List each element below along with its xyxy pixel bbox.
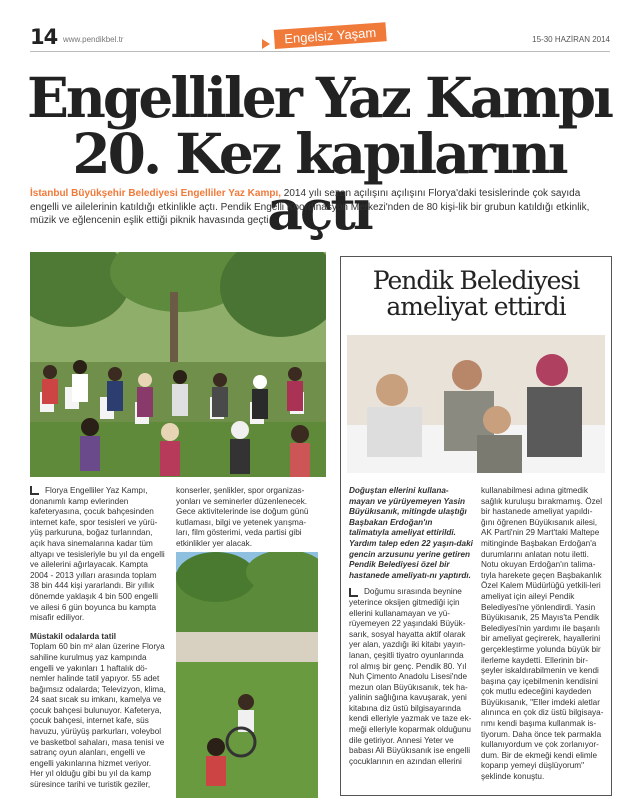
sidebar-paragraph: Doğumu sırasında beynine yeterince oksijen gitmediği için ellerini kullanamayan ve yü-rüyemeyen 22 yaşındaki Büyük-sarık, sosyal hayatta aktif olarak yer alan, yazdığı iki kitabı yayın-lanan, çeşitli tiyatro oyunlarında rol almış bir genç. Pendik 80. Yıl Nuh Çimento Anadolu Lisesi'nde mezun olan Büyükısanık, tek ha-yalinin sağlığına kavuşarak, yeni kitabına diz üstü bilgisayarında kendi elleriyle yazmak ve taze ek-meği elleriyle koparmak olduğunu dile getiriyor. Annesi Yeter ve babası Ali Büyükısanık ise engelli çocuklarının en azından ellerini	[349, 587, 472, 766]
header-divider	[30, 51, 610, 52]
article-column-2	[176, 486, 316, 550]
family-hospital-photo	[347, 335, 605, 473]
sidebar-title-line-1: Pendik Belediyesi	[372, 266, 580, 295]
sidebar-title-line-2: ameliyat ettirdi	[386, 292, 566, 321]
paragraph-corner-icon	[349, 588, 358, 597]
article-paragraph: konserler, şenlikler, spor organizas-yonları ve seminerler düzenlenecek. Gece aktivitelerinde ise doğum günü kutlaması, bilgi ve yetenek yarışma-ları, film gösterimi, veda partisi gibi etkinlikler yer alacak.	[176, 486, 309, 548]
headline-line-1: Engelliler Yaz Kampı	[26, 65, 612, 130]
intro-lead: İstanbul Büyükşehir Belediyesi Engelliler Yaz Kampı,	[30, 188, 282, 199]
sidebar-column-1	[349, 486, 473, 767]
wheelchair-park-photo	[176, 552, 318, 798]
page-number: 14	[30, 25, 58, 49]
article-paragraph: Toplam 60 bin m² alan üzerine Florya sahiline kurulmuş yaz kampında engelli ve yakınları 1 haftalık dö-nemler halinde tatil yapıyor. 55 adet bağımsız odalarda; Televizyon, klima, 24 saat sıcak su imkanı, kamelya ve çocuk bahçesi bulunuyor. Kafeterya, çocuk bahçesi, internet kafe, süs havuzu, yürüyüş parkurları, voleybol ve basketbol sahaları, masa tenisi ve satranç oyun alanları, engelli ve engelli yakınlarına hizmet veriyor. Her yıl olduğu gibi bu yıl da kamp süresince tarihi ve turistik geziler,	[30, 642, 166, 790]
sidebar-column-2	[481, 486, 605, 783]
intro-paragraph	[30, 187, 610, 228]
section-arrow-icon	[262, 39, 270, 49]
paragraph-corner-icon	[30, 486, 39, 495]
website-link[interactable]: www.pendikbel.tr	[63, 35, 124, 44]
article-paragraph: Florya Engelliler Yaz Kampı, donanımlı kamp evlerinden kafeteryasına, çocuk bahçesinden internet kafe, spor tesisleri ve yürü-yüş parkuruna, boğaz turlarından, açık hava sinemalarına kadar tüm altyapı ve tesisleriyle bu yıl da engelli ve ailelerini ağırlayacak. Kampta 2004 - 2013 yılları arasında toplam 38 bin 444 kişi yararlandı. Bir yıllık dönemde yaklaşık 4 bin 500 engelli ve ailesi 6 gün boyunca bu kampta misafir ediliyor.	[30, 486, 165, 623]
article-column-1	[30, 486, 166, 791]
section-label: Engelsiz Yaşam	[274, 22, 387, 49]
sidebar-title	[340, 268, 612, 320]
headline-line-2: 20. Kez kapılarını açtı	[72, 121, 566, 242]
sidebar-lead: Doğuştan ellerini kullana-mayan ve yürüyemeyen Yasin Büyükısanık, mitingde ulaştığı Başbakan Erdoğan'ın talimatıyla ameliyat ettirildi. Yardım talep eden 22 yaşın-daki gencin arzusunu yerine getiren Pendik Belediyesi özel bir hastanede ameliyatı-nı yaptırdı.	[349, 486, 473, 580]
subheading: Müstakil odalarda tatil	[30, 631, 116, 641]
sidebar-paragraph: kullanabilmesi adına gitmedik sağlık kuruluşu bırakmamış. Özel bir hastanede ameliyat yapıldı-ğını öğrenen Büyükısanık ailesi, AK Parti'nin 29 Mart'taki Maltepe mitinginde Başbakan Erdoğan'a durumlarını anlatan notu iletti. Notu okuyan Erdoğan'ın talima-tıyla harekete geçen Başbakanlık Özel Kalem Müdürlüğü yetkili-leri ameliyat için aileyi Pendik Belediyesi'ne yönlendirdi. Yasin Büyükısanık, 25 Mayıs'ta Pendik Belediyesi'nin yardımı ile başarılı bir ameliyat geçirerek, hayallerini gerçekleştirme yolunda büyük bir ilerleme kaydetti. Ellerinin bir-şeyler iskaldırabilmenin ve kendi başına çay içebilmenin kendisini çok mutlu edeceğini kaydeden Büyükısanık, "Eller imdeki aletlar alınınca en çok diz üstü bilgisaya-rımı kendi başıma kullanmak is-tiyorum. Daha önce tek parmakla kullanıyordum ve çok zorlanıyor-dum. Bir de ekmeği kendi elimle koparıp yemeyi düşlüyorum" şeklinde konuştu.	[481, 486, 604, 782]
camp-crowd-photo	[30, 252, 326, 477]
issue-date: 15-30 HAZİRAN 2014	[532, 35, 610, 44]
intro-text: 2014 yılı sezon açılışını açılışını Florya'daki tesislerinde çok sayıda engelli ve ailelerinin katıldığı etkinlikle açtı. Pendik Engelli Koordinasyon Merkezi'nden de 80 kişi-lik bir grubun katıldığı etkinlik, müzik ve eğlencenin eşlik ettiği piknik havasında geçti.	[30, 188, 590, 226]
